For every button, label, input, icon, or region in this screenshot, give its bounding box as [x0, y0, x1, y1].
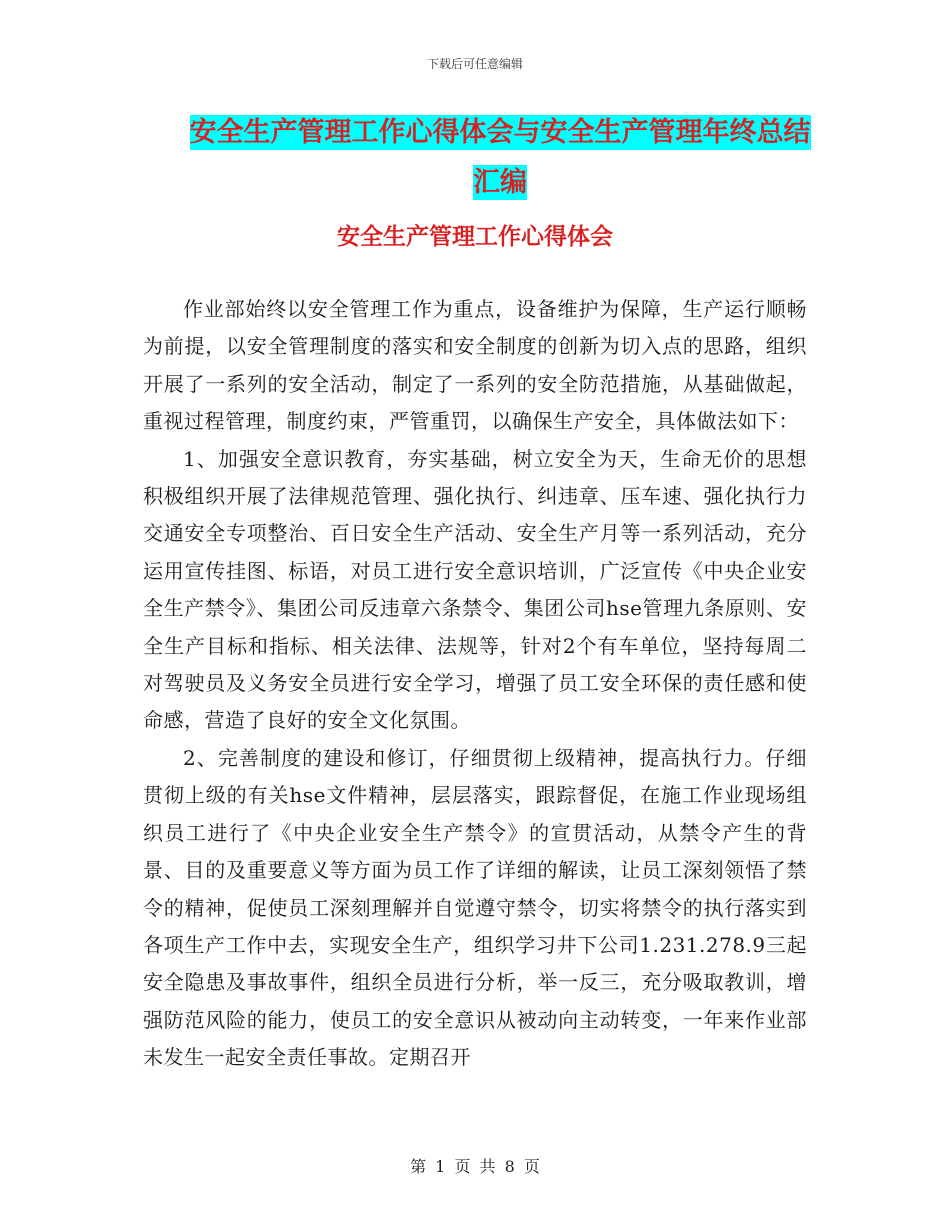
body-text	[143, 291, 807, 1077]
document-title-line-2: 汇编	[473, 167, 527, 198]
header-note: 下载后可任意编辑	[426, 57, 523, 71]
section-title: 安全生产管理工作心得体会	[337, 224, 613, 250]
page-footer: 第 1 页 共 8 页	[410, 1157, 540, 1176]
paragraph-item-1: 1、加强安全意识教育，夯实基础，树立安全为天，生命无价的思想积极组织开展了法律规范管理、强化执行、纠违章、压车速、强化执行力交通安全专项整治、百日安全生产活动、安全生产月等一系列活动，充分运用宣传挂图、标语，对员工进行安全意识培训，广泛宣传《中央企业安全生产禁令》、集团公司反违章六条禁令、集团公司hse管理九条原则、安全生产目标和指标、相关法律、法规等，针对2个有车单位，坚持每周二对驾驶员及义务安全员进行安全学习，增强了员工安全环保的责任感和使命感，营造了良好的安全文化氛围。	[143, 446, 807, 733]
document-title-line-1: 安全生产管理工作心得体会与安全生产管理年终总结	[189, 117, 811, 148]
document-title	[140, 108, 860, 208]
paragraph-intro: 作业部始终以安全管理工作为重点，设备维护为保障，生产运行顺畅为前提，以安全管理制度的落实和安全制度的创新为切入点的思路，组织开展了一系列的安全活动，制定了一系列的安全防范措施，从基础做起，重视过程管理，制度约束，严管重罚，以确保生产安全，具体做法如下：	[143, 297, 807, 434]
paragraph-item-2: 2、完善制度的建设和修订，仔细贯彻上级精神，提高执行力。仔细贯彻上级的有关hse文件精神，层层落实，跟踪督促，在施工作业现场组织员工进行了《中央企业安全生产禁令》的宣贯活动，从禁令产生的背景、目的及重要意义等方面为员工作了详细的解读，让员工深刻领悟了禁令的精神，促使员工深刻理解并自觉遵守禁令，切实将禁令的执行落实到各项生产工作中去，实现安全生产，组织学习井下公司1.231.278.9三起安全隐患及事故事件，组织全员进行分析，举一反三，充分吸取教训，增强防范风险的能力，使员工的安全意识从被动向主动转变，一年来作业部未发生一起安全责任事故。定期召开	[143, 745, 807, 1070]
